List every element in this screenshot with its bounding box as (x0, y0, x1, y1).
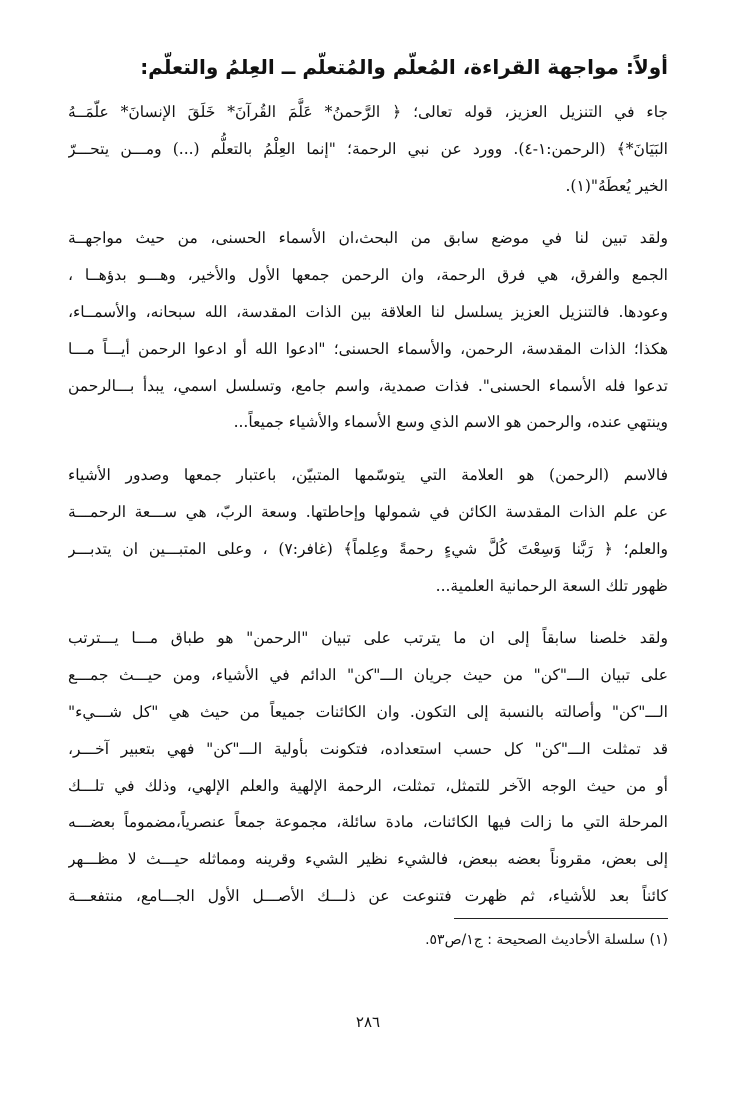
text-line: فالاسم (الرحمن) هو العلامة التي يتوسّمها المتبيّن، باعتبار جمعها وصدور الأشياء (68, 466, 668, 485)
text-line: الـــ"كن" وأصالته بالنسبة إلى التكون. وان الكائنات جميعاً من حيث هي "كل شـــيء" (68, 702, 668, 721)
text-line: هكذا؛ الذات المقدسة، الرحمن، والأسماء الحسنى؛ "ادعوا الله أو ادعوا الرحمن أيـــاً مـــا (68, 339, 668, 358)
text-line: ولقد تبين لنا في موضع سابق من البحث،ان الأسماء الحسنى، من حيث مواجهــة (68, 229, 668, 248)
text-line: ولقد خلصنا سابقاً إلى ان ما يترتب على تبيان "الرحمن" هو طباق مـــا يـــترتب (68, 629, 668, 648)
text-line: والعلم؛ ﴿ رَبَّنا وَسِعْتَ كُلَّ شيءٍ رحمةً وعِلماً﴾ (غافر:٧) ، وعلى المتبـــين ان يتدبـــر (68, 539, 668, 558)
footnote-divider (454, 918, 668, 919)
text-line: المرحلة التي ما زالت فيها الكائنات، مادة سائلة، مجموعة جمعاً عنصرياً،مضموماً بعضـــه (68, 813, 668, 832)
paragraph-1 (68, 94, 668, 204)
section-heading: أولاً: مواجهة القراءة، المُعلّم والمُتعلّم ــ العِلمُ والتعلّم: (140, 55, 668, 79)
text-line: الخير يُعطَهُ"(١). (565, 176, 668, 195)
text-line: عن علم الذات المقدسة الكائن في شمولها وإحاطتها. وسعة الربّ، هي ســـعة الرحمـــة (68, 502, 668, 521)
text-line: الجمع والفرق، هي فرق الرحمة، وان الرحمن جمعها الأول والأخير، وهـــو بدؤهــا ، (68, 266, 668, 285)
text-line: جاء في التنزيل العزيز، قوله تعالى؛ ﴿ الرَّحمنُ* عَلَّمَ القُرآنَ* خَلَقَ الإنسانَ* علّمَــهُ (68, 103, 668, 121)
text-line: وينتهي عنده، والرحمن هو الاسم الذي وسع الأسماء والأشياء جميعاً... (233, 413, 668, 432)
paragraph-2 (68, 220, 668, 441)
text-line: على تبيان الـــ"كن" من حيث جريان الـــ"كن" الدائم في الأشياء، ومن حيـــث جمـــع (68, 666, 668, 685)
text-line: أو من حيث الوجه الآخر للتمثل، تمثلت، الرحمة الإلهية والعلم الإلهي، وذلك في تلـــك (68, 776, 668, 795)
footnote: (١) سلسلة الأحاديث الصحيحة : ج١/ص٥٣. (425, 932, 668, 948)
text-line: ظهور تلك السعة الرحمانية العلمية... (435, 576, 668, 595)
page-number: ٢٨٦ (355, 1013, 381, 1031)
text-line: وعودها. فالتنزيل العزيز يسلسل لنا العلاقة بين الذات المقدسة، الله سبحانه، والأسمــاء، (68, 302, 668, 321)
paragraph-4 (68, 620, 668, 914)
text-line: كائناً بعد للأشياء، ثم ظهرت فتنوعت عن ذلـــك الأصـــل الأول الجـــامع، منتفعـــة (68, 886, 668, 905)
text-line: إلى بعض، مقروناً بعضه ببعض، فالشيء نظير الشيء وقرينه ومماثله حيـــث لا مظـــهر (68, 850, 668, 869)
text-line: تدعوا فله الأسماء الحسنى". فذات صمدية، واسم جامع، وتسلسل اسمي، يبدأ بـــالرحمن (68, 376, 668, 395)
text-line: قد تمثلت الـــ"كن" كل حسب استعداده، فتكونت بأولية الـــ"كن" فهي بتعبير آخـــر، (68, 739, 668, 758)
paragraph-3 (68, 457, 668, 604)
body-text (68, 94, 668, 931)
text-line: البَيَانَ*﴾ (الرحمن:١-٤). وورد عن نبي الرحمة؛ "إنما العِلْمُ بالتعلُّم (...) ومـــن يتحـــرّ (68, 139, 668, 158)
